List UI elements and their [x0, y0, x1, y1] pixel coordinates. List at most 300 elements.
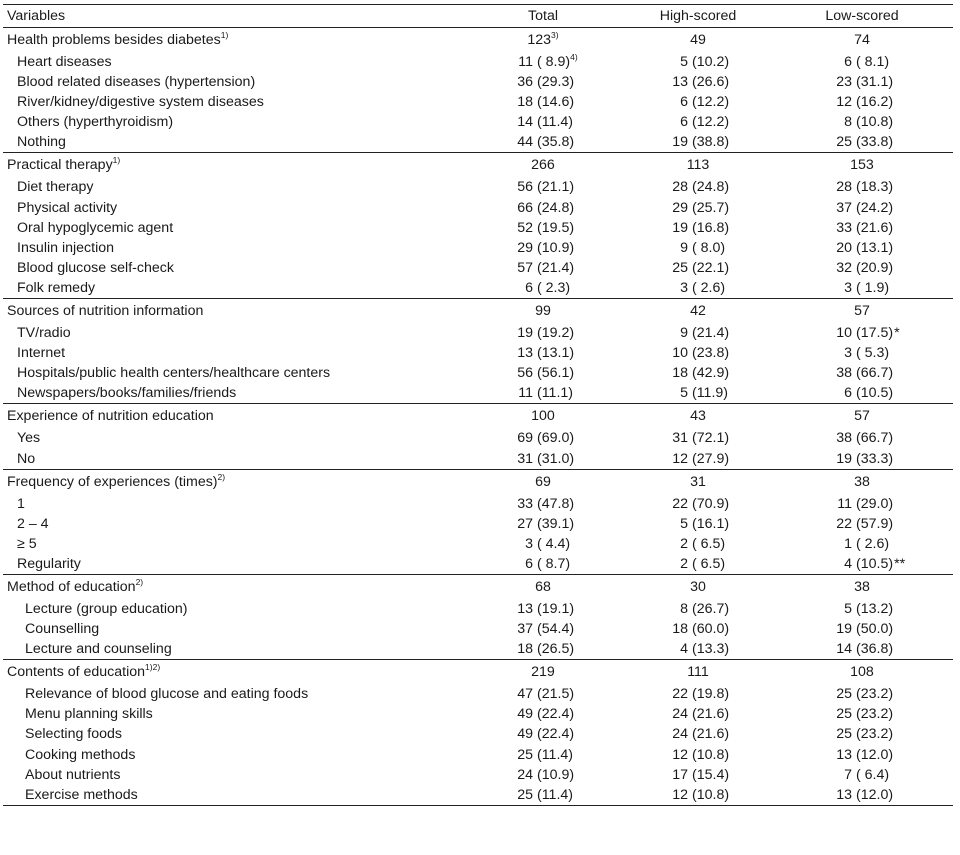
- table-row: [3, 218, 953, 238]
- percent-value: (10.8): [692, 786, 730, 803]
- section-title-text: Sources of nutrition information: [7, 303, 204, 320]
- cell-percent: [537, 383, 573, 403]
- cell-percent: [537, 343, 574, 363]
- count-value: 30: [690, 578, 706, 595]
- section-title: [7, 28, 228, 52]
- cell-count: 9: [680, 239, 688, 256]
- table-row: [3, 112, 953, 132]
- cell-percent: [537, 177, 574, 197]
- cell-count: 22: [836, 515, 852, 532]
- cell-percent: [856, 343, 889, 363]
- percent-value: (24.8): [692, 179, 730, 196]
- percent-value: (14.6): [537, 94, 575, 111]
- section-total-n: [479, 28, 607, 52]
- cell-percent: [692, 258, 729, 278]
- cell-percent: [537, 534, 570, 554]
- cell-percent: [692, 112, 729, 132]
- cell-count: 33: [836, 219, 852, 236]
- row-label: Relevance of blood glucose and eating foods: [25, 686, 309, 703]
- cell-percent: [692, 238, 725, 258]
- cell-count: 6: [844, 54, 852, 70]
- cell-percent: [537, 554, 570, 574]
- cell-percent: [692, 343, 729, 363]
- percent-value: (54.4): [537, 621, 575, 638]
- section-total-n: [479, 299, 607, 323]
- cell-percent: [856, 238, 893, 258]
- section-title: [7, 470, 225, 494]
- cell-percent: [537, 112, 573, 132]
- cell-percent: [537, 428, 574, 448]
- cell-count: 49: [517, 706, 533, 723]
- cell-percent: [537, 619, 574, 639]
- count-value: 31: [690, 473, 706, 490]
- percent-value: (33.3): [856, 450, 894, 467]
- row-label: Folk remedy: [17, 279, 96, 296]
- cell-percent: [692, 704, 729, 724]
- cell-count: 25: [517, 746, 533, 763]
- table-row: [3, 534, 953, 554]
- cell-percent: [856, 684, 893, 704]
- section-title-text: Frequency of experiences (times): [7, 473, 218, 490]
- cell-count: 29: [517, 239, 533, 256]
- cell-count: 18: [672, 365, 688, 382]
- cell-percent: [537, 785, 573, 805]
- cell-percent: [692, 554, 725, 574]
- cell-percent: [537, 745, 573, 765]
- footnote-marker: 2): [217, 471, 226, 482]
- cell-percent: [856, 745, 893, 765]
- percent-value: (69.0): [537, 430, 575, 447]
- percent-value: (10.9): [537, 239, 575, 256]
- cell-count: 5: [680, 54, 688, 70]
- table-header: [3, 4, 953, 28]
- percent-value: (21.5): [537, 686, 575, 703]
- cell-percent: [856, 494, 893, 514]
- percent-value: (20.9): [856, 259, 894, 276]
- table-row: [3, 724, 953, 744]
- cell-count: 18: [517, 94, 533, 111]
- percent-value: (57.9): [856, 515, 894, 532]
- percent-value: (50.0): [856, 621, 894, 638]
- cell-count: 11: [837, 495, 852, 512]
- cell-percent: [692, 132, 729, 152]
- section-total-n: [479, 404, 607, 428]
- cell-count: 12: [672, 450, 688, 467]
- percent-value: (66.7): [856, 430, 894, 447]
- section-header: [3, 28, 953, 52]
- percent-value: (29.3): [537, 74, 575, 91]
- row-label: Blood glucose self-check: [17, 259, 174, 276]
- count-value: 38: [854, 578, 870, 595]
- cell-percent: [692, 449, 729, 469]
- row-label: Nothing: [17, 134, 66, 151]
- cell-count: 8: [844, 114, 852, 131]
- percent-value: (13.2): [856, 600, 894, 617]
- count-value: 113: [686, 157, 710, 174]
- count-value: 57: [854, 303, 870, 320]
- significance-marker: **: [894, 555, 906, 572]
- row-label: Exercise methods: [25, 786, 138, 803]
- cell-percent: [856, 278, 889, 298]
- cell-percent: [692, 383, 728, 403]
- row-label: Counselling: [25, 621, 100, 638]
- percent-value: (21.4): [692, 325, 730, 342]
- row-label: TV/radio: [17, 325, 71, 342]
- cell-count: 14: [517, 114, 533, 131]
- section-low-n: [798, 575, 926, 599]
- row-label: About nutrients: [25, 766, 121, 783]
- table-body: [3, 28, 953, 806]
- cell-percent: [856, 218, 893, 238]
- section-high-n: [634, 470, 762, 494]
- percent-value: (11.9): [692, 385, 729, 402]
- cell-percent: [692, 684, 729, 704]
- percent-value: (24.8): [537, 199, 575, 216]
- cell-percent: [692, 92, 729, 112]
- table-row: [3, 428, 953, 448]
- footnote-marker: 1): [220, 30, 229, 40]
- cell-percent: [856, 514, 893, 534]
- cell-percent: [856, 765, 889, 785]
- percent-value: ( 8.1): [856, 54, 890, 70]
- cell-count: 1: [844, 535, 852, 552]
- cell-count: 4: [680, 641, 688, 658]
- cell-count: 20: [836, 239, 852, 256]
- row-label: Hospitals/public health centers/healthcare centers: [17, 365, 331, 382]
- cell-count: 25: [836, 686, 852, 703]
- cell-percent: [692, 785, 729, 805]
- cell-count: 31: [517, 450, 533, 467]
- cell-count: 57: [517, 259, 533, 276]
- percent-value: (11.1): [537, 385, 574, 402]
- row-label: 1: [17, 495, 25, 512]
- cell-percent: [692, 428, 729, 448]
- header-high-scored: High-scored: [659, 8, 737, 24]
- percent-value: (38.8): [692, 134, 730, 151]
- section-header: [3, 659, 953, 684]
- cell-count: 24: [672, 706, 688, 723]
- percent-value: (18.3): [856, 179, 894, 196]
- cell-count: 11: [518, 385, 533, 402]
- cell-count: 32: [836, 259, 852, 276]
- cell-percent: [692, 198, 729, 218]
- cell-count: 23: [836, 74, 852, 91]
- percent-value: (23.8): [692, 345, 730, 362]
- count-value: 111: [687, 664, 709, 681]
- percent-value: (12.2): [692, 94, 730, 111]
- section-low-n: [798, 470, 926, 494]
- cell-percent: [537, 258, 574, 278]
- section-high-n: [634, 575, 762, 599]
- cell-count: 27: [517, 515, 533, 532]
- cell-count: 6: [844, 385, 852, 402]
- table-row: [3, 765, 953, 785]
- count-value: 99: [535, 303, 551, 320]
- cell-count: 6: [525, 555, 533, 572]
- percent-value: (12.2): [692, 114, 730, 131]
- cell-percent: [856, 428, 893, 448]
- row-label: River/kidney/digestive system diseases: [17, 94, 264, 111]
- percent-value: (10.5): [856, 555, 894, 572]
- table-row: [3, 198, 953, 218]
- cell-percent: [856, 554, 905, 574]
- cell-percent: [537, 92, 574, 112]
- percent-value: (19.2): [537, 325, 575, 342]
- cell-percent: [856, 177, 893, 197]
- cell-count: 25: [517, 786, 533, 803]
- cell-percent: [692, 514, 729, 534]
- table-row: [3, 514, 953, 534]
- table-row: [3, 619, 953, 639]
- percent-value: (21.6): [692, 726, 730, 743]
- table-row: [3, 639, 953, 659]
- header-total: Total: [528, 8, 558, 24]
- cell-percent: [537, 765, 574, 785]
- section-total-n: [479, 470, 607, 494]
- row-label: Insulin injection: [17, 239, 115, 256]
- cell-count: 18: [517, 641, 533, 658]
- cell-count: 49: [517, 726, 533, 743]
- section-low-n: [798, 28, 926, 52]
- cell-percent: [856, 198, 893, 218]
- cell-count: 24: [517, 766, 533, 783]
- percent-value: ( 8.9): [537, 54, 571, 70]
- cell-percent: [692, 724, 729, 744]
- percent-value: (10.8): [856, 114, 894, 131]
- percent-value: (16.2): [856, 94, 894, 111]
- percent-value: (39.1): [537, 515, 575, 532]
- cell-count: 25: [836, 134, 852, 151]
- percent-value: (35.8): [537, 134, 575, 151]
- percent-value: (27.9): [692, 450, 730, 467]
- percent-value: (15.4): [692, 766, 730, 783]
- cell-count: 17: [672, 766, 688, 783]
- cell-count: 33: [517, 495, 533, 512]
- cell-count: 4: [844, 555, 852, 572]
- table-row: [3, 72, 953, 92]
- cell-count: 18: [672, 621, 688, 638]
- section-header: [3, 469, 953, 494]
- section-header: [3, 574, 953, 599]
- row-label: 2 – 4: [17, 515, 49, 532]
- percent-value: (13.1): [856, 239, 894, 256]
- cell-percent: [856, 383, 893, 403]
- cell-count: 5: [844, 600, 852, 617]
- row-label: Lecture (group education): [25, 600, 188, 617]
- row-label: Cooking methods: [25, 746, 136, 763]
- cell-percent: [856, 534, 889, 554]
- row-label: Physical activity: [17, 199, 118, 216]
- percent-value: (21.1): [537, 179, 575, 196]
- cell-percent: [692, 639, 729, 659]
- percent-value: (26.6): [692, 74, 730, 91]
- count-value: 69: [535, 473, 551, 490]
- table-row: [3, 745, 953, 765]
- row-label: Oral hypoglycemic agent: [17, 219, 174, 236]
- cell-count: 56: [517, 365, 533, 382]
- row-label: Blood related diseases (hypertension): [17, 74, 256, 91]
- cell-percent: [856, 449, 893, 469]
- cell-count: 19: [836, 621, 852, 638]
- cell-count: 22: [672, 686, 688, 703]
- cell-percent: [692, 218, 729, 238]
- percent-value: (10.8): [692, 746, 730, 763]
- cell-count: 13: [517, 345, 533, 362]
- footnote-marker: 2): [135, 576, 144, 587]
- cell-count: 13: [836, 786, 852, 803]
- row-label: Yes: [17, 430, 41, 447]
- cell-count: 25: [836, 726, 852, 743]
- cell-count: 19: [672, 219, 688, 236]
- cell-count: 37: [836, 199, 852, 216]
- percent-value: (23.2): [856, 726, 894, 743]
- table-row: [3, 363, 953, 383]
- footnote-marker: 3): [551, 30, 559, 40]
- cell-count: 14: [836, 641, 852, 658]
- row-label: Heart diseases: [17, 54, 112, 70]
- cell-count: 13: [836, 746, 852, 763]
- table-row: [3, 177, 953, 197]
- cell-count: 12: [672, 786, 688, 803]
- percent-value: ( 6.5): [692, 555, 726, 572]
- section-title-text: Experience of nutrition education: [7, 408, 214, 425]
- percent-value: (25.7): [692, 199, 730, 216]
- section-low-n: [798, 660, 926, 684]
- section-low-n: [798, 299, 926, 323]
- section-title-text: Health problems besides diabetes: [7, 32, 221, 48]
- count-value: 43: [690, 408, 706, 425]
- table-row: [3, 554, 953, 574]
- section-total-n: [479, 660, 607, 684]
- cell-count: 3: [844, 345, 852, 362]
- percent-value: ( 4.4): [537, 535, 571, 552]
- row-label: Newspapers/books/families/friends: [17, 385, 237, 402]
- cell-count: 2: [680, 555, 688, 572]
- cell-count: 22: [672, 495, 688, 512]
- count-value: 57: [854, 408, 870, 425]
- cell-count: 19: [517, 325, 533, 342]
- section-low-n: [798, 153, 926, 177]
- cell-count: 47: [517, 686, 533, 703]
- count-value: 266: [531, 157, 555, 174]
- cell-percent: [856, 724, 893, 744]
- cell-count: 9: [680, 325, 688, 342]
- row-label: Menu planning skills: [25, 706, 153, 723]
- percent-value: (66.7): [856, 365, 894, 382]
- table-row: [3, 238, 953, 258]
- cell-count: 13: [672, 74, 688, 91]
- percent-value: (16.8): [692, 219, 730, 236]
- footnote-marker: 1): [112, 155, 121, 166]
- cell-percent: [856, 363, 893, 383]
- percent-value: (19.8): [692, 686, 730, 703]
- cell-count: 6: [525, 279, 533, 296]
- section-header: [3, 152, 953, 177]
- section-total-n: [479, 575, 607, 599]
- cell-count: 29: [672, 199, 688, 216]
- percent-value: (19.1): [537, 600, 575, 617]
- significance-marker: *: [894, 325, 900, 342]
- table-row: [3, 449, 953, 469]
- percent-value: (21.6): [856, 219, 894, 236]
- table-row: [3, 323, 953, 343]
- percent-value: (11.4): [537, 746, 574, 763]
- section-high-n: [634, 153, 762, 177]
- percent-value: ( 8.7): [537, 555, 571, 572]
- percent-value: (10.9): [537, 766, 575, 783]
- percent-value: (10.5): [856, 385, 894, 402]
- row-label: ≥ 5: [17, 535, 37, 552]
- cell-percent: [692, 619, 729, 639]
- percent-value: (21.4): [537, 259, 575, 276]
- header-low-scored: Low-scored: [825, 8, 899, 24]
- percent-value: (12.0): [856, 746, 894, 763]
- cell-count: 2: [680, 535, 688, 552]
- percent-value: (12.0): [856, 786, 894, 803]
- cell-count: 10: [836, 325, 852, 342]
- cell-count: 12: [672, 746, 688, 763]
- table-row: [3, 343, 953, 363]
- cell-percent: [692, 323, 729, 343]
- percent-value: (16.1): [692, 515, 730, 532]
- section-title: [7, 575, 143, 599]
- table-row: [3, 278, 953, 298]
- cell-count: 7: [844, 766, 852, 783]
- cell-count: 37: [517, 621, 533, 638]
- percent-value: (72.1): [692, 430, 730, 447]
- percent-value: (11.4): [537, 786, 574, 803]
- data-table: [3, 4, 953, 806]
- percent-value: (70.9): [692, 495, 730, 512]
- cell-percent: [856, 72, 893, 92]
- cell-percent: [537, 704, 574, 724]
- percent-value: ( 2.6): [856, 535, 890, 552]
- cell-percent: [856, 785, 893, 805]
- cell-count: 38: [836, 365, 852, 382]
- percent-value: ( 6.4): [856, 766, 890, 783]
- count-value: 153: [850, 157, 874, 174]
- percent-value: (33.8): [856, 134, 894, 151]
- cell-percent: [692, 278, 725, 298]
- cell-count: 38: [836, 430, 852, 447]
- table-row: [3, 383, 953, 403]
- percent-value: (24.2): [856, 199, 894, 216]
- percent-value: ( 8.0): [692, 239, 726, 256]
- cell-count: 6: [680, 114, 688, 131]
- cell-percent: [692, 52, 729, 72]
- section-high-n: [634, 660, 762, 684]
- row-label: Regularity: [17, 555, 81, 572]
- count-value: 38: [854, 473, 870, 490]
- percent-value: (42.9): [692, 365, 730, 382]
- cell-percent: [537, 52, 578, 72]
- section-title: [7, 299, 203, 323]
- percent-value: ( 2.6): [692, 279, 726, 296]
- cell-percent: [537, 494, 574, 514]
- percent-value: (10.2): [692, 54, 730, 70]
- cell-count: 52: [517, 219, 533, 236]
- cell-percent: [856, 704, 893, 724]
- count-value: 219: [531, 664, 555, 681]
- cell-percent: [856, 112, 893, 132]
- footnote-marker: 4): [570, 52, 578, 62]
- table-row: [3, 92, 953, 112]
- row-label: Diet therapy: [17, 179, 94, 196]
- table-row: [3, 494, 953, 514]
- cell-percent: [692, 72, 729, 92]
- percent-value: (60.0): [692, 621, 730, 638]
- cell-count: 24: [672, 726, 688, 743]
